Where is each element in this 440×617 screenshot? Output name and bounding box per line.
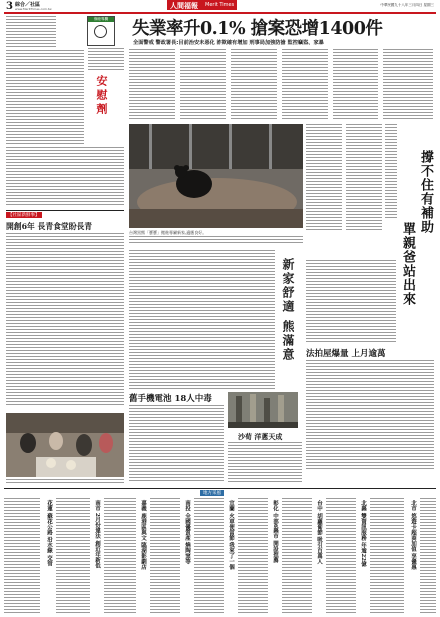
left-section-tag: 【社區新鮮事】 — [8, 213, 40, 218]
foreclosure-text — [306, 360, 434, 470]
feature-title-a: 撐不住有補助 — [418, 150, 433, 234]
feature-text-a — [306, 124, 342, 230]
bottom-col-6: 嘉義 鹿港區與文 臨湖影劇店 — [140, 500, 146, 570]
bottom-col-2: 台中 胡蘿蔔節 吸引百萬人 — [316, 500, 322, 565]
bear-photo — [129, 124, 303, 228]
logo-cn: 人間福報 — [170, 1, 198, 10]
phone-story-text — [129, 405, 224, 483]
story-text-c — [231, 49, 277, 121]
bottom-text-9 — [420, 498, 436, 614]
bottom-text-0 — [4, 498, 40, 614]
section-name: 綜合／社區 — [15, 2, 41, 8]
feature-text-d — [306, 260, 396, 342]
bottom-col-8: 花蓮 蘇花公路 沿水線 交管 — [46, 500, 52, 567]
bottom-col-1: 北縣 雙資訊服務 年逾22億 — [360, 500, 366, 567]
masthead-logo — [167, 0, 237, 10]
main-headline: 失業率升0.1% 搶案恐增1400件 — [132, 19, 383, 39]
bamboo-photo — [228, 392, 298, 428]
bottom-cols — [4, 498, 436, 616]
bottom-col-3: 彰化 中部6縣市 開設推薦 — [272, 500, 278, 563]
bottom-col-5: 南投 全國優質產 燒陶窯等 — [184, 500, 190, 565]
left-column-text-top — [6, 16, 56, 48]
bottom-section-label: 地方采風 — [200, 490, 224, 496]
bottom-text-6 — [282, 498, 312, 614]
story-text-b — [180, 49, 226, 121]
left-section-rule — [6, 210, 124, 211]
foreclosure-headline: 法拍屋爆量 上月逾萬 — [306, 349, 386, 359]
masthead-rule — [4, 12, 436, 14]
phone-headline: 舊手機電池 18人中毒 — [129, 394, 212, 404]
bottom-col-0: 北市 悠遊卡超商加值 享優惠 — [410, 500, 416, 570]
bottom-text-5 — [238, 498, 268, 614]
column-badge — [87, 16, 115, 46]
bottom-text-7 — [326, 498, 356, 614]
left-column-text-a — [6, 50, 84, 145]
bottom-text-8 — [370, 498, 404, 614]
columnist-logo-icon — [94, 25, 107, 38]
story-text-f — [383, 49, 433, 121]
bottom-text-1 — [56, 498, 90, 614]
bottom-section-rule — [4, 488, 436, 489]
left-section-headline: 開創6年 長青食堂盼長青 — [6, 222, 93, 231]
bear-photo-caption-more — [129, 236, 303, 244]
story-text-a — [129, 49, 175, 121]
logo-en: Merit Times — [205, 2, 235, 8]
sub-headline: 全面警戒 警政署長:目前治安未惡化 詐欺確有增加 刑事局加強防搶 監控竊盜、家暴 — [133, 40, 324, 46]
bear-story-text — [129, 250, 275, 390]
bear-story-title: 新家舒適 熊滿意 — [281, 258, 295, 363]
site-url: www.MeritTimes.com.tw — [15, 7, 52, 11]
page-number: 3 — [6, 1, 13, 12]
bottom-text-3 — [150, 498, 180, 614]
feature-title-b: 單親爸站出來 — [400, 222, 415, 306]
column-badge-label: 修睦專欄 — [88, 17, 114, 22]
bottom-text-4 — [194, 498, 224, 614]
bear-photo-caption: 台灣黑熊「寶寶」搬進專屬新家,適應良好。 — [129, 230, 207, 235]
community-photo — [6, 413, 124, 477]
left-column-text-c — [88, 48, 124, 72]
column-title: 安慰劑 — [95, 75, 108, 117]
community-photo-caption — [6, 479, 124, 485]
bottom-col-7: 南市 2月份違法 創近年新低 — [94, 500, 100, 569]
story-text-d — [282, 49, 328, 121]
story-text-e — [333, 49, 378, 121]
bottom-text-2 — [104, 498, 136, 614]
bamboo-title: 沙荀 洋蔥天成 — [238, 432, 283, 441]
bottom-col-4: 宜蘭 火車便當節 我來了一個 — [228, 500, 234, 570]
bamboo-text — [228, 442, 302, 482]
feature-text-b — [346, 124, 382, 230]
date-line: 中華民國九十八年三月四日 星期三 — [380, 3, 434, 7]
masthead — [0, 0, 440, 12]
feature-text-c — [385, 124, 397, 220]
community-photo-image — [6, 413, 124, 477]
bamboo-photo-image — [228, 392, 298, 428]
left-column-text-b — [6, 147, 124, 207]
bear-photo-image — [129, 124, 303, 228]
left-section-text — [6, 233, 124, 405]
